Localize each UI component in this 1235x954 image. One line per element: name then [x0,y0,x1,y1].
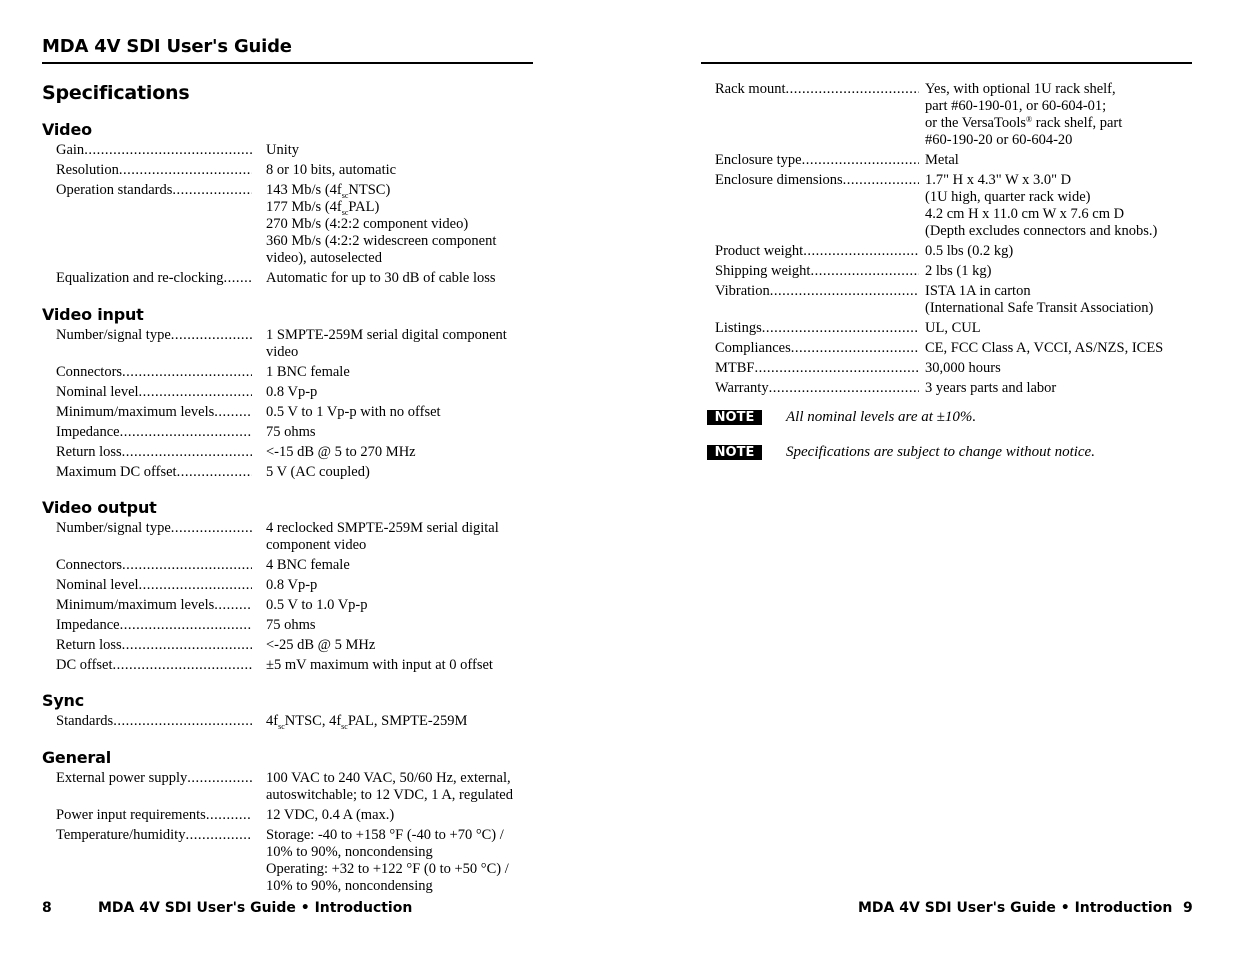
spec-value-line: 1.7" H x 4.3" W x 3.0" D [925,172,1072,188]
spec-label-cell [42,557,252,574]
spec-label: Listings [715,320,762,336]
spec-label-cell [42,424,252,441]
spec-value-line: 12 VDC, 0.4 A (max.) [266,807,395,823]
spec-label: Minimum/maximum levels [56,404,215,420]
spec-value-line: 1 SMPTE-259M serial digital component [266,327,507,343]
spec-label: Temperature/humidity [56,827,186,843]
spec-value-line: or the VersaTools® rack shelf, part [925,115,1123,131]
spec-label: Power input requirements [56,807,206,823]
spec-value-line: Automatic for up to 30 dB of cable loss [266,270,496,286]
spec-label-cell [701,243,919,260]
spec-value-line: 5 V (AC coupled) [266,464,370,480]
dot-leader [119,162,252,179]
spec-value [252,617,533,634]
dot-leader [185,827,252,895]
spec-value [252,182,533,267]
spec-value [919,172,1192,240]
spec-value [919,243,1192,260]
dot-leader [791,340,919,357]
spec-label-cell [42,597,252,614]
spec-value-line: CE, FCC Class A, VCCI, AS/NZS, ICES [925,340,1164,356]
spec-value-line: 100 VAC to 240 VAC, 50/60 Hz, external, [266,770,511,786]
spec-value [252,657,533,674]
dot-leader [122,637,252,654]
spec-row [42,404,533,421]
spec-row [701,152,1192,169]
note-nominal-levels [707,409,976,426]
spec-label: Resolution [56,162,119,178]
spec-value [252,597,533,614]
document-title: MDA 4V SDI User's Guide [42,36,292,57]
spec-label-cell [42,327,252,361]
dot-leader [172,182,252,267]
dot-leader [113,713,252,730]
group-heading: Sync [42,691,85,710]
dot-leader [139,384,252,401]
spec-value-line: (Depth excludes connectors and knobs.) [925,223,1158,239]
spec-value-line: 75 ohms [266,617,316,633]
spec-row [701,243,1192,260]
spec-value-line: 1 BNC female [266,364,350,380]
note-specifications-change [707,444,1095,461]
spec-value [919,320,1192,337]
spec-label-cell [42,617,252,634]
spec-row [701,380,1192,397]
spec-label: Compliances [715,340,791,356]
spec-label-cell [42,807,252,824]
spec-label: Return loss [56,637,122,653]
spec-row [42,617,533,634]
group-heading: Video [42,120,92,139]
spec-value-line: Storage: -40 to +158 °F (-40 to +70 °C) / [266,827,504,843]
spec-value-line: 4 BNC female [266,557,350,573]
spec-value-line: Operating: +32 to +122 °F (0 to +50 °C) / [266,861,509,877]
spec-label: Warranty [715,380,769,396]
spec-value [252,520,533,554]
spec-row [701,263,1192,280]
spec-value [919,152,1192,169]
spec-value [252,464,533,481]
spec-row [42,162,533,179]
spec-value-line: 10% to 90%, noncondensing [266,844,433,860]
dot-leader [755,360,920,377]
spec-value [919,263,1192,280]
spec-value [252,404,533,421]
spec-value [252,364,533,381]
spec-label-cell [701,172,919,240]
spec-value [252,577,533,594]
spec-label: Equalization and re-clocking [56,270,224,286]
spec-value-line: 0.5 V to 1 Vp-p with no offset [266,404,441,420]
spec-value-line: part #60-190-01, or 60-604-01; [925,98,1107,114]
spec-value-line: Metal [925,152,959,168]
spec-label-cell [701,152,919,169]
spec-label: Connectors [56,364,123,380]
page-number: 9 [1183,900,1193,916]
spec-label: Nominal level [56,384,139,400]
spec-value-line: #60-190-20 or 60-604-20 [925,132,1073,148]
dot-leader [214,597,252,614]
spec-row [701,172,1192,240]
spec-row [42,182,533,267]
spec-label: Rack mount [715,81,786,97]
spec-value-line: 0.5 V to 1.0 Vp-p [266,597,368,613]
spec-group-video-input [42,305,533,484]
spec-label-cell [42,364,252,381]
spec-value-line: 10% to 90%, noncondensing [266,878,433,894]
dot-leader [769,380,919,397]
spec-label: Impedance [56,424,120,440]
header-rule [42,62,533,64]
spec-row [42,384,533,401]
dot-leader [810,263,919,280]
spec-group-sync [42,691,533,733]
spec-label-cell [42,384,252,401]
spec-value-line: <-15 dB @ 5 to 270 MHz [266,444,416,460]
spec-label: Minimum/maximum levels [56,597,215,613]
spec-label: Enclosure type [715,152,802,168]
spec-value [252,827,533,895]
spec-label: MTBF [715,360,755,376]
note-badge: NOTE [707,445,762,460]
dot-leader [171,520,252,554]
spec-row [42,424,533,441]
spec-value [919,360,1192,377]
spec-label-cell [42,657,252,674]
spec-value-line: 75 ohms [266,424,316,440]
spec-label: Impedance [56,617,120,633]
footer-title: MDA 4V SDI User's Guide • Introduction [858,900,1173,916]
dot-leader [84,142,252,159]
note-badge: NOTE [707,410,762,425]
spec-label: Standards [56,713,114,729]
spec-label: Vibration [715,283,770,299]
spec-row [42,713,533,730]
dot-leader [785,81,919,149]
spec-label-cell [701,320,919,337]
spec-value-line: 4 reclocked SMPTE-259M serial digital [266,520,499,536]
spec-label-cell [42,162,252,179]
spec-value [919,283,1192,317]
spec-row [42,637,533,654]
spec-label-cell [42,404,252,421]
spec-row [42,270,533,287]
spec-label-cell [701,360,919,377]
spec-value [252,142,533,159]
spec-label-cell [42,142,252,159]
spec-label-cell [701,380,919,397]
spec-value [252,424,533,441]
spec-label: Connectors [56,557,123,573]
dot-leader [122,557,252,574]
spec-value-line: 360 Mb/s (4:2:2 widescreen component [266,233,497,249]
group-heading: Video input [42,305,144,324]
spec-label: Nominal level [56,577,139,593]
spec-value [252,637,533,654]
spec-row [42,770,533,804]
spec-row [42,327,533,361]
spec-value-line: 0.8 Vp-p [266,577,318,593]
spec-row [701,340,1192,357]
group-heading: Video output [42,498,157,517]
spec-row [42,444,533,461]
footer-title: MDA 4V SDI User's Guide • Introduction [98,900,413,916]
spec-value [252,770,533,804]
spec-value-line: (International Safe Transit Association) [925,300,1154,316]
spec-value-line: 270 Mb/s (4:2:2 component video) [266,216,469,232]
spec-group-video-output [42,498,533,677]
spec-value-line: 8 or 10 bits, automatic [266,162,397,178]
spec-label-cell [701,340,919,357]
spec-value [252,557,533,574]
spec-label-cell [42,520,252,554]
spec-row [42,597,533,614]
dot-leader [206,807,252,824]
spec-label-cell [42,464,252,481]
spec-label: Enclosure dimensions [715,172,843,188]
spec-value [919,380,1192,397]
spec-value [252,713,533,730]
spec-row [42,557,533,574]
spec-label: Return loss [56,444,122,460]
dot-leader [177,464,252,481]
spec-value-line: ±5 mV maximum with input at 0 offset [266,657,493,673]
spec-value-line: 30,000 hours [925,360,1001,376]
dot-leader [843,172,919,240]
note-text: Specifications are subject to change without notice. [786,444,1095,460]
spec-value-line: (1U high, quarter rack wide) [925,189,1091,205]
spec-row [42,657,533,674]
dot-leader [802,152,919,169]
spec-label: Maximum DC offset [56,464,177,480]
spec-value-line: 3 years parts and labor [925,380,1057,396]
spec-value-line: Yes, with optional 1U rack shelf, [925,81,1116,97]
spec-group-physical [701,81,1192,400]
spec-value-line: 0.8 Vp-p [266,384,318,400]
spec-value-line: <-25 dB @ 5 MHz [266,637,376,653]
dot-leader [139,577,252,594]
spec-value-line: video [266,344,299,360]
spec-row [42,364,533,381]
group-heading: General [42,748,111,767]
spec-group-general [42,748,533,898]
spec-row [701,283,1192,317]
dot-leader [122,364,252,381]
spec-value [252,327,533,361]
spec-value [919,81,1192,149]
spec-label-cell [701,81,919,149]
spec-value-line: 143 Mb/s $(4f_{sc}NTSC)$ [266,182,391,200]
dot-leader [762,320,919,337]
dot-leader [122,444,252,461]
dot-leader [113,657,252,674]
spec-value [919,340,1192,357]
spec-value [252,384,533,401]
spec-value-line: component video [266,537,367,553]
spec-value [252,807,533,824]
spec-label: Number/signal type [56,327,171,343]
spec-value-line: Unity [266,142,300,158]
spec-row [701,360,1192,377]
spec-value [252,444,533,461]
spec-row [42,464,533,481]
spec-label-cell [42,444,252,461]
spec-value [252,162,533,179]
page-number: 8 [42,900,52,916]
spec-value [252,270,533,287]
dot-leader [120,617,252,634]
spec-label: Shipping weight [715,263,811,279]
spec-label-cell [701,283,919,317]
spec-row [701,81,1192,149]
spec-label: Product weight [715,243,804,259]
spec-value-line: ISTA 1A in carton [925,283,1031,299]
dot-leader [187,770,252,804]
spec-value-line: 0.5 lbs (0.2 kg) [925,243,1014,259]
spec-row [42,827,533,895]
spec-row [42,577,533,594]
spec-row [42,807,533,824]
spec-label-cell [42,270,252,287]
spec-label-cell [42,637,252,654]
spec-label: DC offset [56,657,113,673]
spec-row [42,520,533,554]
spec-row [701,320,1192,337]
spec-value-line: autoswitchable; to 12 VDC, 1 A, regulated [266,787,513,803]
spec-label: External power supply [56,770,188,786]
spec-label-cell [42,577,252,594]
spec-label-cell [701,263,919,280]
dot-leader [803,243,919,260]
header-rule [701,62,1192,64]
dot-leader [770,283,919,317]
spec-label-cell [42,770,252,804]
spec-value-line: 2 lbs (1 kg) [925,263,992,279]
spec-value-line: $4f_{sc}NTSC$, $4f_{sc}PAL$, SMPTE-259M [266,713,468,731]
dot-leader [214,404,252,421]
spec-label-cell [42,827,252,895]
dot-leader [224,270,253,287]
spec-label: Operation standards [56,182,173,198]
spec-value-line: 177 Mb/s $(4f_{sc}PAL)$ [266,199,380,217]
section-title: Specifications [42,82,190,104]
spec-label-cell [42,182,252,267]
dot-leader [120,424,252,441]
spec-row [42,142,533,159]
spec-value-line: UL, CUL [925,320,981,336]
note-text: All nominal levels are at ±10%. [786,409,977,425]
dot-leader [171,327,252,361]
spec-label: Gain [56,142,85,158]
spec-value-line: 4.2 cm H x 11.0 cm W x 7.6 cm D [925,206,1125,222]
spec-value-line: video), autoselected [266,250,382,266]
spec-label: Number/signal type [56,520,171,536]
spec-label-cell [42,713,252,730]
spec-group-video [42,120,533,290]
